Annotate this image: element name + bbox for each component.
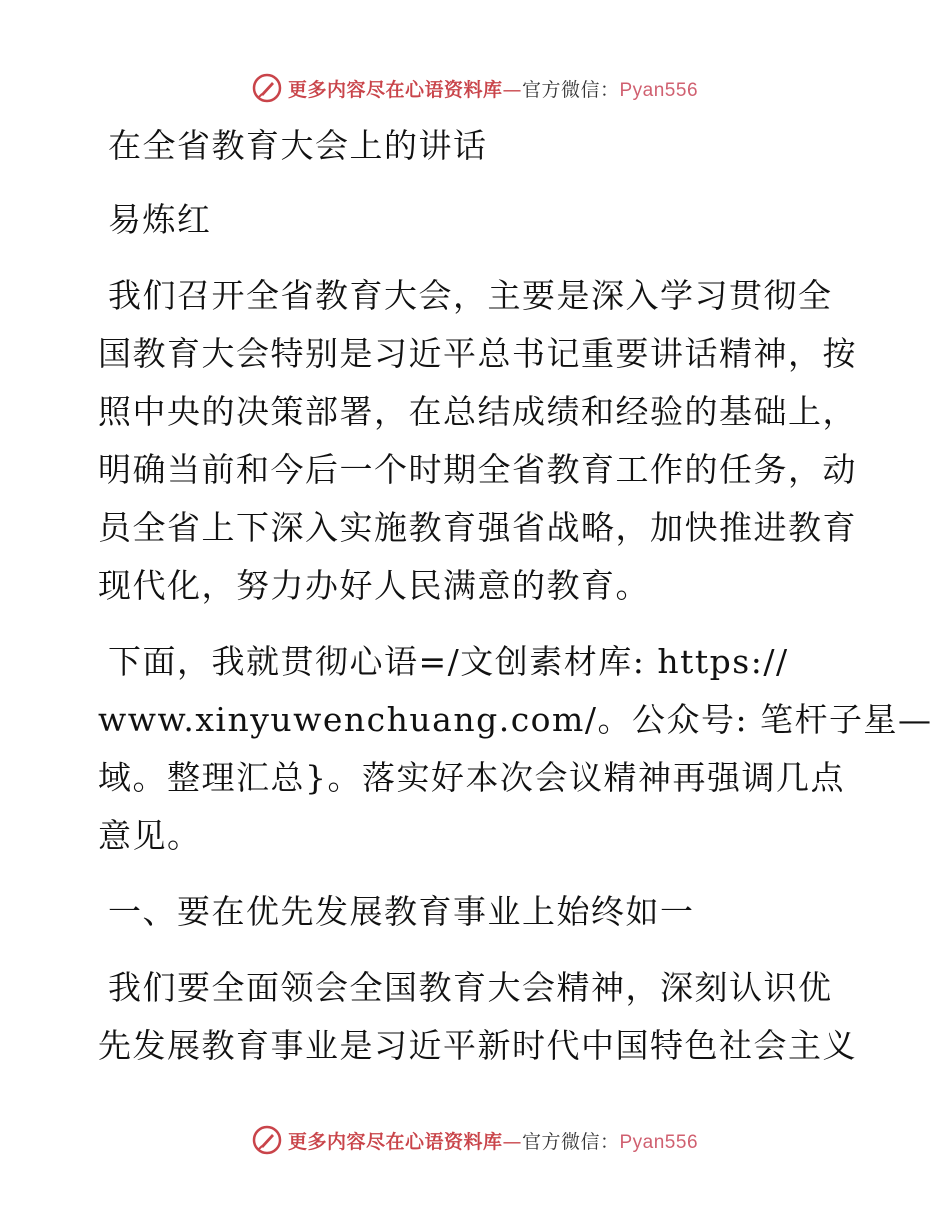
paragraph-2-line-4: 意见。 [98, 816, 202, 855]
paragraph-2-line-1: 下面，我就贯彻心语=/文创素材库: https:// [108, 642, 789, 681]
section-1-heading: 一、要在优先发展教育事业上始终如一 [108, 892, 695, 931]
watermark-text: 更多内容尽在心语资料库—官方微信：Pyan556 [287, 1130, 699, 1153]
document-title: 在全省教育大会上的讲话 [108, 126, 488, 165]
paragraph-1-line-3: 照中央的决策部署，在总结成绩和经验的基础上， [98, 392, 857, 431]
paragraph-3-line-1: 我们要全面领会全国教育大会精神，深刻认识优 [108, 968, 833, 1007]
quill-logo-icon [252, 73, 282, 103]
paragraph-2-line-2: www.xinyuwenchuang.com/。公众号: 笔杆子星— [98, 700, 933, 739]
paragraph-1-line-1: 我们召开全省教育大会，主要是深入学习贯彻全 [108, 276, 833, 315]
paragraph-1-line-4: 明确当前和今后一个时期全省教育工作的任务，动 [98, 450, 857, 489]
header-watermark [0, 68, 950, 108]
paragraph-1-line-5: 员全省上下深入实施教育强省战略，加快推进教育 [98, 508, 857, 547]
paragraph-3-line-2: 先发展教育事业是习近平新时代中国特色社会主义 [98, 1026, 857, 1065]
quill-logo-icon [252, 1125, 282, 1155]
paragraph-2-line-3: 域。整理汇总}。落实好本次会议精神再强调几点 [98, 758, 845, 797]
paragraph-1-line-2: 国教育大会特别是习近平总书记重要讲话精神，按 [98, 334, 857, 373]
footer-watermark [0, 1120, 950, 1160]
watermark-text: 更多内容尽在心语资料库—官方微信：Pyan556 [287, 78, 699, 101]
document-author: 易炼红 [108, 200, 212, 239]
paragraph-1-line-6: 现代化，努力办好人民满意的教育。 [98, 566, 650, 605]
